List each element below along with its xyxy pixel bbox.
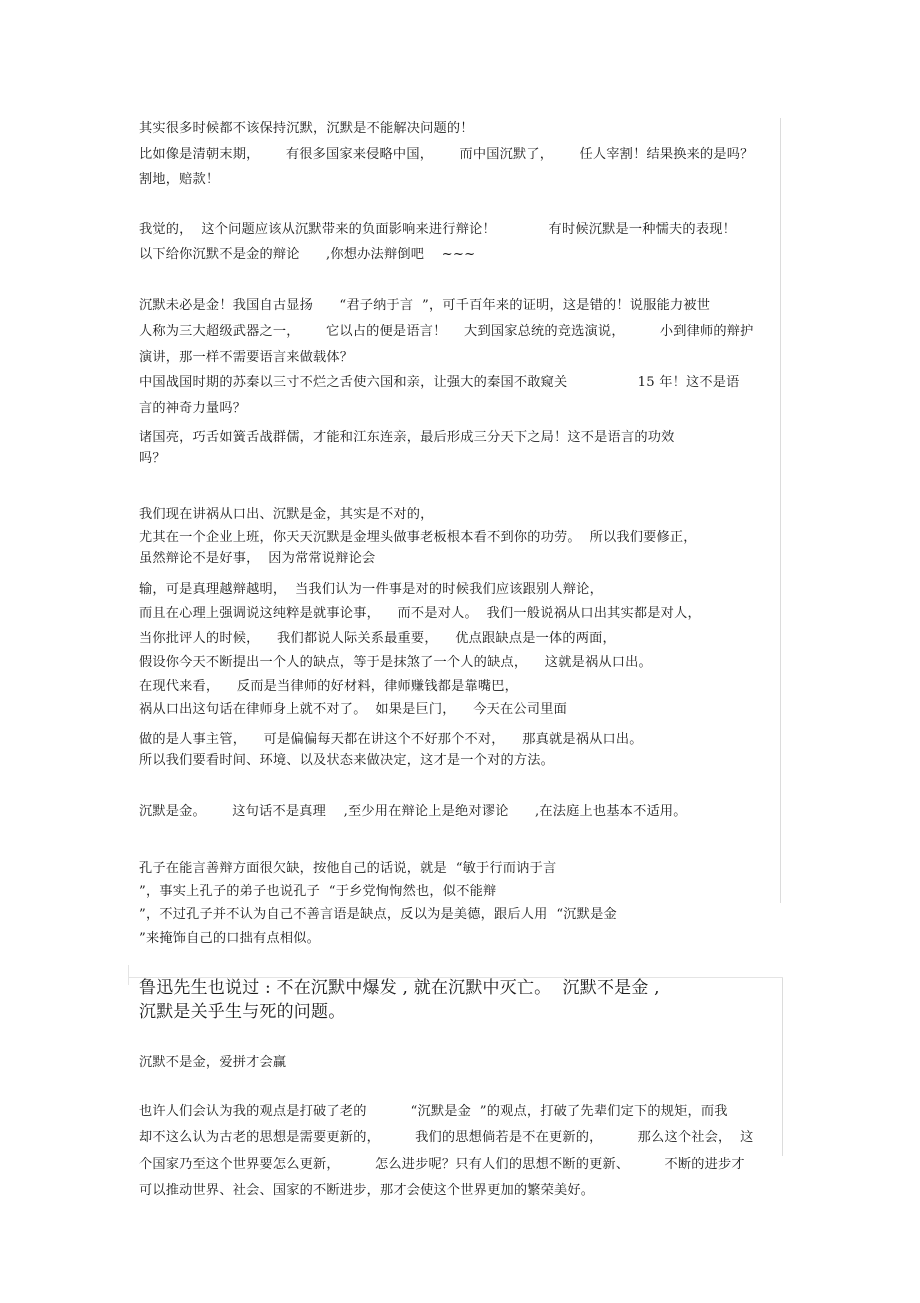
text-line: 人称为三大超级武器之一， 它以占的便是语言！ 大到国家总统的竞选演说， 小到律师的辩护: [139, 324, 754, 339]
text-line: 我觉的， 这个问题应该从沉默带来的负面影响来进行辩论！ 有时候沉默是一种懦夫的表现！: [139, 222, 736, 237]
right-border-line-lower: [782, 978, 783, 1156]
text-line: 输，可是真理越辩越明， 当我们认为一件事是对的时候我们应该跟别人辩论，: [139, 582, 603, 597]
text-line-large: 鲁迅先生也说过 : 不在沉默中爆发 , 就在沉默中灭亡。 沉默不是金 ,: [139, 978, 660, 998]
text-line: 沉默不是金，爱拼才会赢: [139, 1055, 287, 1070]
text-line: 演讲，那一样不需要语言来做载体？: [139, 350, 354, 365]
text-line: 孔子在能言善辩方面很欠缺，按他自己的话说，就是 “敏于行而讷于言: [139, 861, 557, 876]
text-line: 却不这么认为古老的思想是需要更新的， 我们的思想倘若是不在更新的， 那么这个社会， 这: [139, 1130, 754, 1145]
text-line: 其实很多时候都不该保持沉默，沉默是不能解决问题的！: [139, 121, 474, 136]
text-line-large: 沉默是关乎生与死的问题。: [139, 1002, 346, 1022]
text-line: 诸国亮，巧舌如簧舌战群儒，才能和江东连亲，最后形成三分天下之局！这不是语言的功效: [139, 430, 675, 445]
text-line: ”来掩饰自己的口拙有点相似。: [139, 931, 320, 946]
text-line: 做的是人事主管， 可是偏偏每天都在讲这个不好那个不对， 那真就是祸从口出。: [139, 732, 643, 747]
text-line: ”，不过孔子并不认为自己不善言语是缺点，反以为是美德，跟后人用 “沉默是金: [139, 907, 617, 922]
text-line: 可以推动世界、社会、国家的不断进步，那才会使这个世界更加的繁荣美好。: [139, 1183, 595, 1198]
text-line: 比如像是清朝末期， 有很多国家来侵略中国， 而中国沉默了， 任人宰割！结果换来的是吗？: [139, 147, 754, 162]
text-line: 个国家乃至这个世界要怎么更新， 怎么进步呢？只有人们的思想不断的更新、 不断的进步才: [139, 1157, 745, 1172]
text-line: 当你批评人的时候， 我们都说人际关系最重要， 优点跟缺点是一体的两面，: [139, 631, 616, 646]
text-line: 而且在心理上强调说这纯粹是就事论事， 而不是对人。 我们一般说祸从口出其实都是对人，: [139, 606, 701, 621]
text-line: 以下给你沉默不是金的辩论 ,你想办法辩倒吧 ~~~: [139, 247, 476, 262]
text-line: 也许人们会认为我的观点是打破了老的 “沉默是金 ”的观点，打破了先辈们定下的规矩，而我: [139, 1104, 728, 1119]
text-line: 中国战国时期的苏秦以三寸不烂之舌使六国和亲，让强大的秦国不敢窥关 15 年！这不是语: [139, 375, 740, 390]
right-border-line: [780, 118, 781, 903]
text-line: ”，事实上孔子的弟子也说孔子 “于乡党恂恂然也，似不能辩: [139, 884, 497, 899]
text-line: 虽然辩论不是好事， 因为常常说辩论会: [139, 551, 376, 566]
text-line: 言的神奇力量吗？: [139, 401, 247, 416]
text-line: 祸从口出这句话在律师身上就不对了。 如果是巨门， 今天在公司里面: [139, 702, 567, 717]
text-line: 沉默未必是金！我国自古显扬 “君子纳于言 ”，可千百年来的证明，这是错的！说服能力被世: [139, 298, 711, 313]
text-line: 所以我们要看时间、环境、以及状态来做决定，这才是一个对的方法。: [139, 753, 555, 768]
text-line: 尤其在一个企业上班，你天天沉默是金埋头做事老板根本看不到你的功劳。 所以我们要修正，: [139, 530, 697, 545]
left-border-tick: [128, 965, 129, 985]
text-line: 割地，赔款！: [139, 172, 220, 187]
text-line: 吗？: [139, 451, 166, 466]
text-line: 假设你今天不断提出一个人的缺点，等于是抹煞了一个人的缺点， 这就是祸从口出。: [139, 655, 652, 670]
text-line: 我们现在讲祸从口出、沉默是金，其实是不对的，: [139, 507, 434, 522]
text-line: 在现代来看， 反而是当律师的好材料，律师赚钱都是靠嘴巴，: [139, 679, 519, 694]
text-line: 沉默是金。 这句话不是真理 ,至少用在辩论上是绝对谬论 ,在法庭上也基本不适用。: [139, 804, 687, 819]
